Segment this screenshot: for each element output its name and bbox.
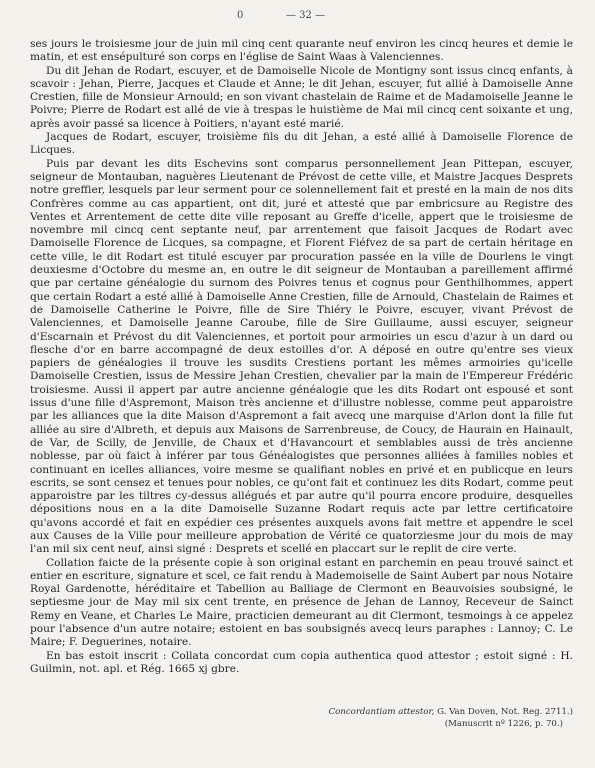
page-number: — 32 — <box>286 10 326 21</box>
header-mark: 0 <box>237 10 244 21</box>
attestation-signature <box>293 706 573 730</box>
attestation-notary: G. Van Doven, Not. Reg. 2711.) <box>434 707 573 717</box>
paragraph-jacques: Jacques de Rodart, escuyer, troisième fils du dit Jehan, a esté allié à Damoiselle Florence de Licques. <box>30 131 573 157</box>
attestation-italic: Concordantiam attestor, <box>328 707 435 717</box>
attestation-line <box>293 706 573 718</box>
manuscript-reference: (Manuscrit nº 1226, p. 70.) <box>444 719 563 729</box>
page-header <box>0 10 595 24</box>
paragraph-deposition: Puis par devant les dits Eschevins sont comparus personnellement Jean Pittepan, escuyer, seigneur de Montauban, naguères Lieutenant de Prévost de cette ville, et Maistre Jacques Desprets notre greffier, lesquels par leur serment pour ce solennellement fait et presté en la main de nos dits Confrères comme au cas appartient, ont dit, juré et attesté que par embricsure au Registre des Ventes et Arrentement de cette dite ville reposant au Greffe d'icelle, appert que le troisiesme de novembre mil cincq cent septante neuf, par arrentement que faisoit Jacques de Rodart avec Damoiselle Florence de Licques, sa compagne, et Florent Fiéfvez de sa part de certain héritage en cette ville, le dit Rodart est titulé escuyer par procuration passée en la ville de Dourlens le vingt deuxiesme d'Octobre du mesme an, en outre le dit seigneur de Montauban a pareillement affirmé que par certaine généalogie du surnom des Poivres tenus et cognus pour Genthilhommes, appert que certain Rodart a esté allié à Damoiselle Anne Crestien, fille de Arnould, Chastelain de Raimes et de Damoiselle Catherine le Poivre, fille de Sire Thiéry le Poivre, escuyer, vivant Prévost de Valenciennes, et Damoiselle Jeanne Caroube, fille de Sire Guillaume, aussi escuyer, seigneur d'Escarnain et Prévost du dit Valenciennes, et portoit pour armoiries un escu d'azur à un dard ou flesche d'or en barre accompagné de deux estoilles d'or. A déposé en outre qu'entre ses vieux papiers de généalogies il trouve les susdits Crestiens portant les mêmes armoiries qu'icelle Damoiselle Crestien, issus de Messire Jehan Crestien, chevalier par la main de l'Empereur Frédéric troisiesme. Aussi il appert par autre ancienne généalogie que les dits Rodart ont espousé et sont issus d'une fille d'Aspremont, Maison très ancienne et d'illustre noblesse, comme peut apparoistre par les alliances que la dite Maison d'Aspremont a fait avecq une marquise d'Arlon dont la fille fut alliée au sire d'Albreth, et depuis aux Maisons de Sarrenbreuse, de Coucy, de Haurain en Hainault, de Var, de Scilly, de Jenville, de Chaux et d'Havancourt et semblables aussi de très ancienne noblesse, par où faict à inférer par tous Généalogistes que personnes alliées à familles nobles et continuant en icelles alliances, voire mesme se qualifiant nobles en privé et en publicque en leurs escrits, se sont censez et tenues pour nobles, ce qu'ont fait et continuez les dits Rodart, comme peut apparoistre par les tiltres cy-dessus allégués et par autre qu'il pourra encore produire, desquelles dépositions nous en a la dite Damoiselle Suzanne Rodart requis acte par lettre certificatoire qu'avons accordé et fait en expédier ces présentes auxquels avons fait mettre et appendre le scel aux Causes de la Ville pour meilleure approbation de Vérité ce quatorziesme jour du mois de may l'an mil six cent neuf, ainsi signé : Desprets et scellé en placcart sur le replit de cire verte. <box>30 157 573 556</box>
paragraph-inscription: En bas estoit inscrit : Collata concordat cum copia authentica quod attestor ; estoit signé : H. Guilmin, not. apl. et Rég. 1665 xj gbre. <box>30 649 573 675</box>
body-text <box>30 38 573 676</box>
paragraph-continuation: ses jours le troisiesme jour de juin mil cinq cent quarante neuf environ les cincq heures et demie le matin, et est ensépulturé son corps en l'église de Saint Waas à Valenciennes. <box>30 38 573 64</box>
paragraph-collation: Collation faicte de la présente copie à son original estant en parchemin en peau trouvé sainct et entier en escriture, signature et scel, ce fait rendu à Mademoiselle de Saint Aubert par nous Notaire Royal Gardenotte, héréditaire et Tabellion au Balliage de Clermont en Beauvoisies soubsigné, le septiesme jour de May mil six cent trente, en présence de Jehan de Lannoy, Receveur de Sainct Remy en Veane, et Charles Le Maire, practicien demeurant au dit Clermont, tesmoings à ce appelez pour l'absence d'un autre notaire; estoient en bas soubsignés avecq leurs paraphes : Lannoy; C. Le Maire; F. Deguerines, notaire. <box>30 556 573 649</box>
paragraph-children: Du dit Jehan de Rodart, escuyer, et de Damoiselle Nicole de Montigny sont issus cincq enfants, à scavoir : Jehan, Pierre, Jacques et Claude et Anne; le dit Jehan, escuyer, fut allié à Damoiselle Anne Crestien, fille de Monsieur Arnould; en son vivant chastelain de Raime et de Madamoiselle Jeanne le Poivre; Pierre de Rodart est allé de vie à trespas le huistième de Mai mil cincq cent soixante et ung, après avoir passé sa licence à Poitiers, n'ayant esté marié. <box>30 64 573 130</box>
